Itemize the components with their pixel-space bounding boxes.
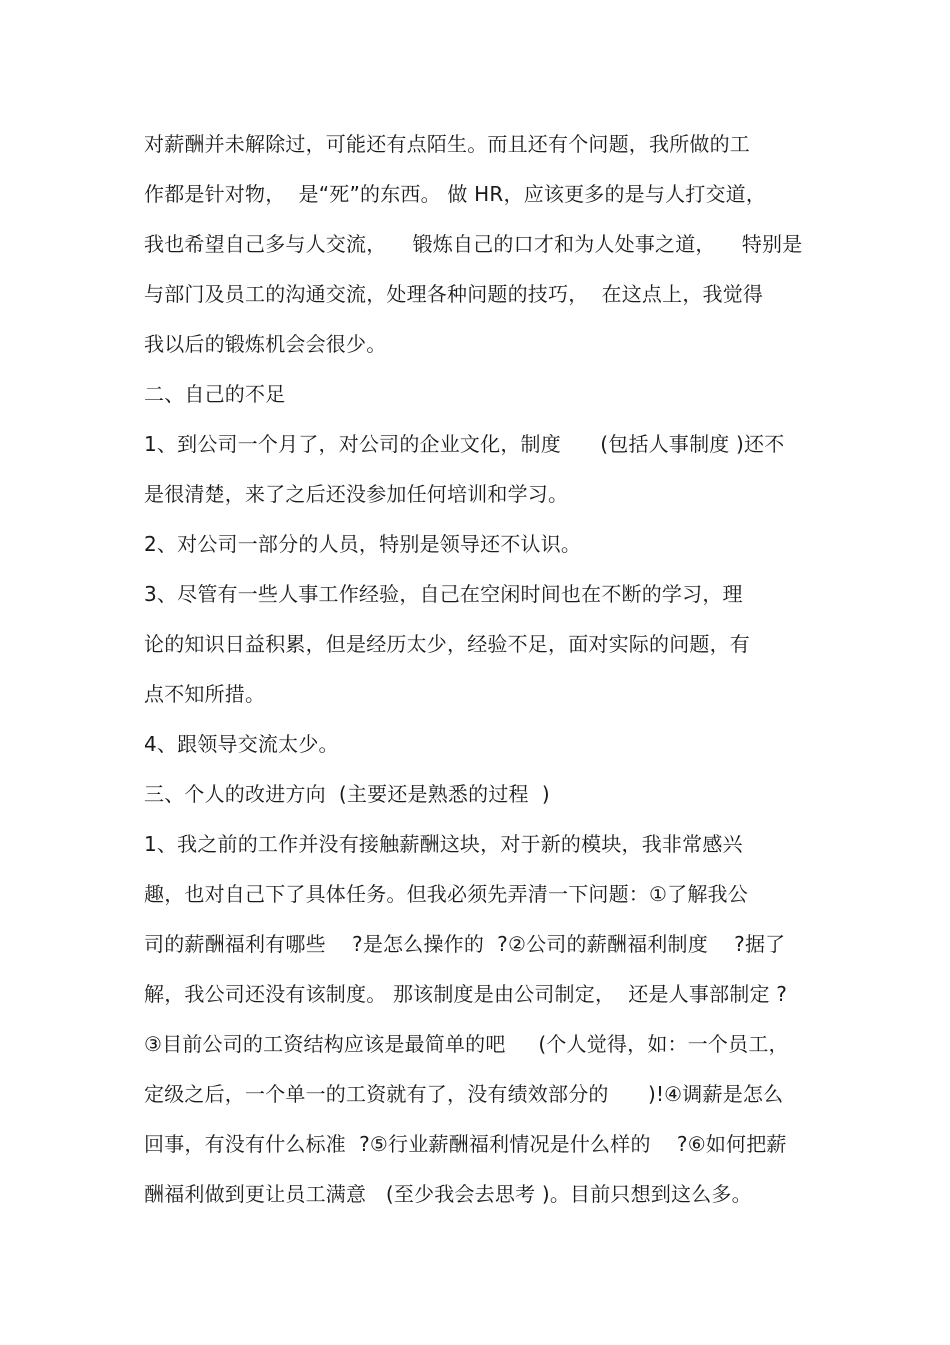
text-line: 酬福利做到更让员工满意 (至少我会去思考 )。目前只想到这么多。 (144, 1182, 752, 1206)
text-line: 回事，有没有什么标准 ?⑤行业薪酬福利情况是什么样的 ?⑥如何把薪 (144, 1132, 787, 1156)
text-line: 对薪酬并未解除过，可能还有点陌生。而且还有个问题，我所做的工 (144, 132, 750, 156)
list-item: 2、对公司一部分的人员，特别是领导还不认识。 (144, 532, 582, 556)
text-line: 与部门及员工的沟通交流，处理各种问题的技巧， 在这点上，我觉得 (144, 282, 764, 306)
section-heading: 三、个人的改进方向 (主要还是熟悉的过程 ) (144, 782, 550, 806)
list-item: 1、我之前的工作并没有接触薪酬这块，对于新的模块，我非常感兴 (144, 832, 743, 856)
text-line: 点不知所措。 (144, 682, 266, 706)
text-line: 是很清楚，来了之后还没参加任何培训和学习。 (144, 482, 569, 506)
text-line: 定级之后，一个单一的工资就有了，没有绩效部分的 )!④调薪是怎么 (144, 1082, 784, 1106)
text-line: 司的薪酬福利有哪些 ?是怎么操作的 ?②公司的薪酬福利制度 ?据了 (144, 932, 786, 956)
text-line: 我也希望自己多与人交流， 锻炼自己的口才和为人处事之道， 特别是 (144, 232, 803, 256)
list-item: 4、跟领导交流太少。 (144, 732, 339, 756)
text-line: 解，我公司还没有该制度。 那该制度是由公司制定， 还是人事部制定 ? (144, 982, 788, 1006)
text-line: ③目前公司的工资结构应该是最简单的吧 (个人觉得，如：一个员工， (144, 1032, 789, 1056)
list-item: 1、到公司一个月了，对公司的企业文化，制度 (包括人事制度 )还不 (144, 432, 785, 456)
section-heading: 二、自己的不足 (144, 382, 286, 406)
text-line: 作都是针对物， 是“死”的东西。 做 HR，应该更多的是与人打交道， (144, 182, 767, 206)
text-line: 趣，也对自己下了具体任务。但我必须先弄清一下问题：①了解我公 (144, 882, 748, 906)
text-line: 我以后的锻炼机会会很少。 (144, 332, 387, 356)
text-line: 论的知识日益积累，但是经历太少，经验不足，面对实际的问题，有 (144, 632, 750, 656)
list-item: 3、尽管有一些人事工作经验，自己在空闲时间也在不断的学习，理 (144, 582, 743, 606)
